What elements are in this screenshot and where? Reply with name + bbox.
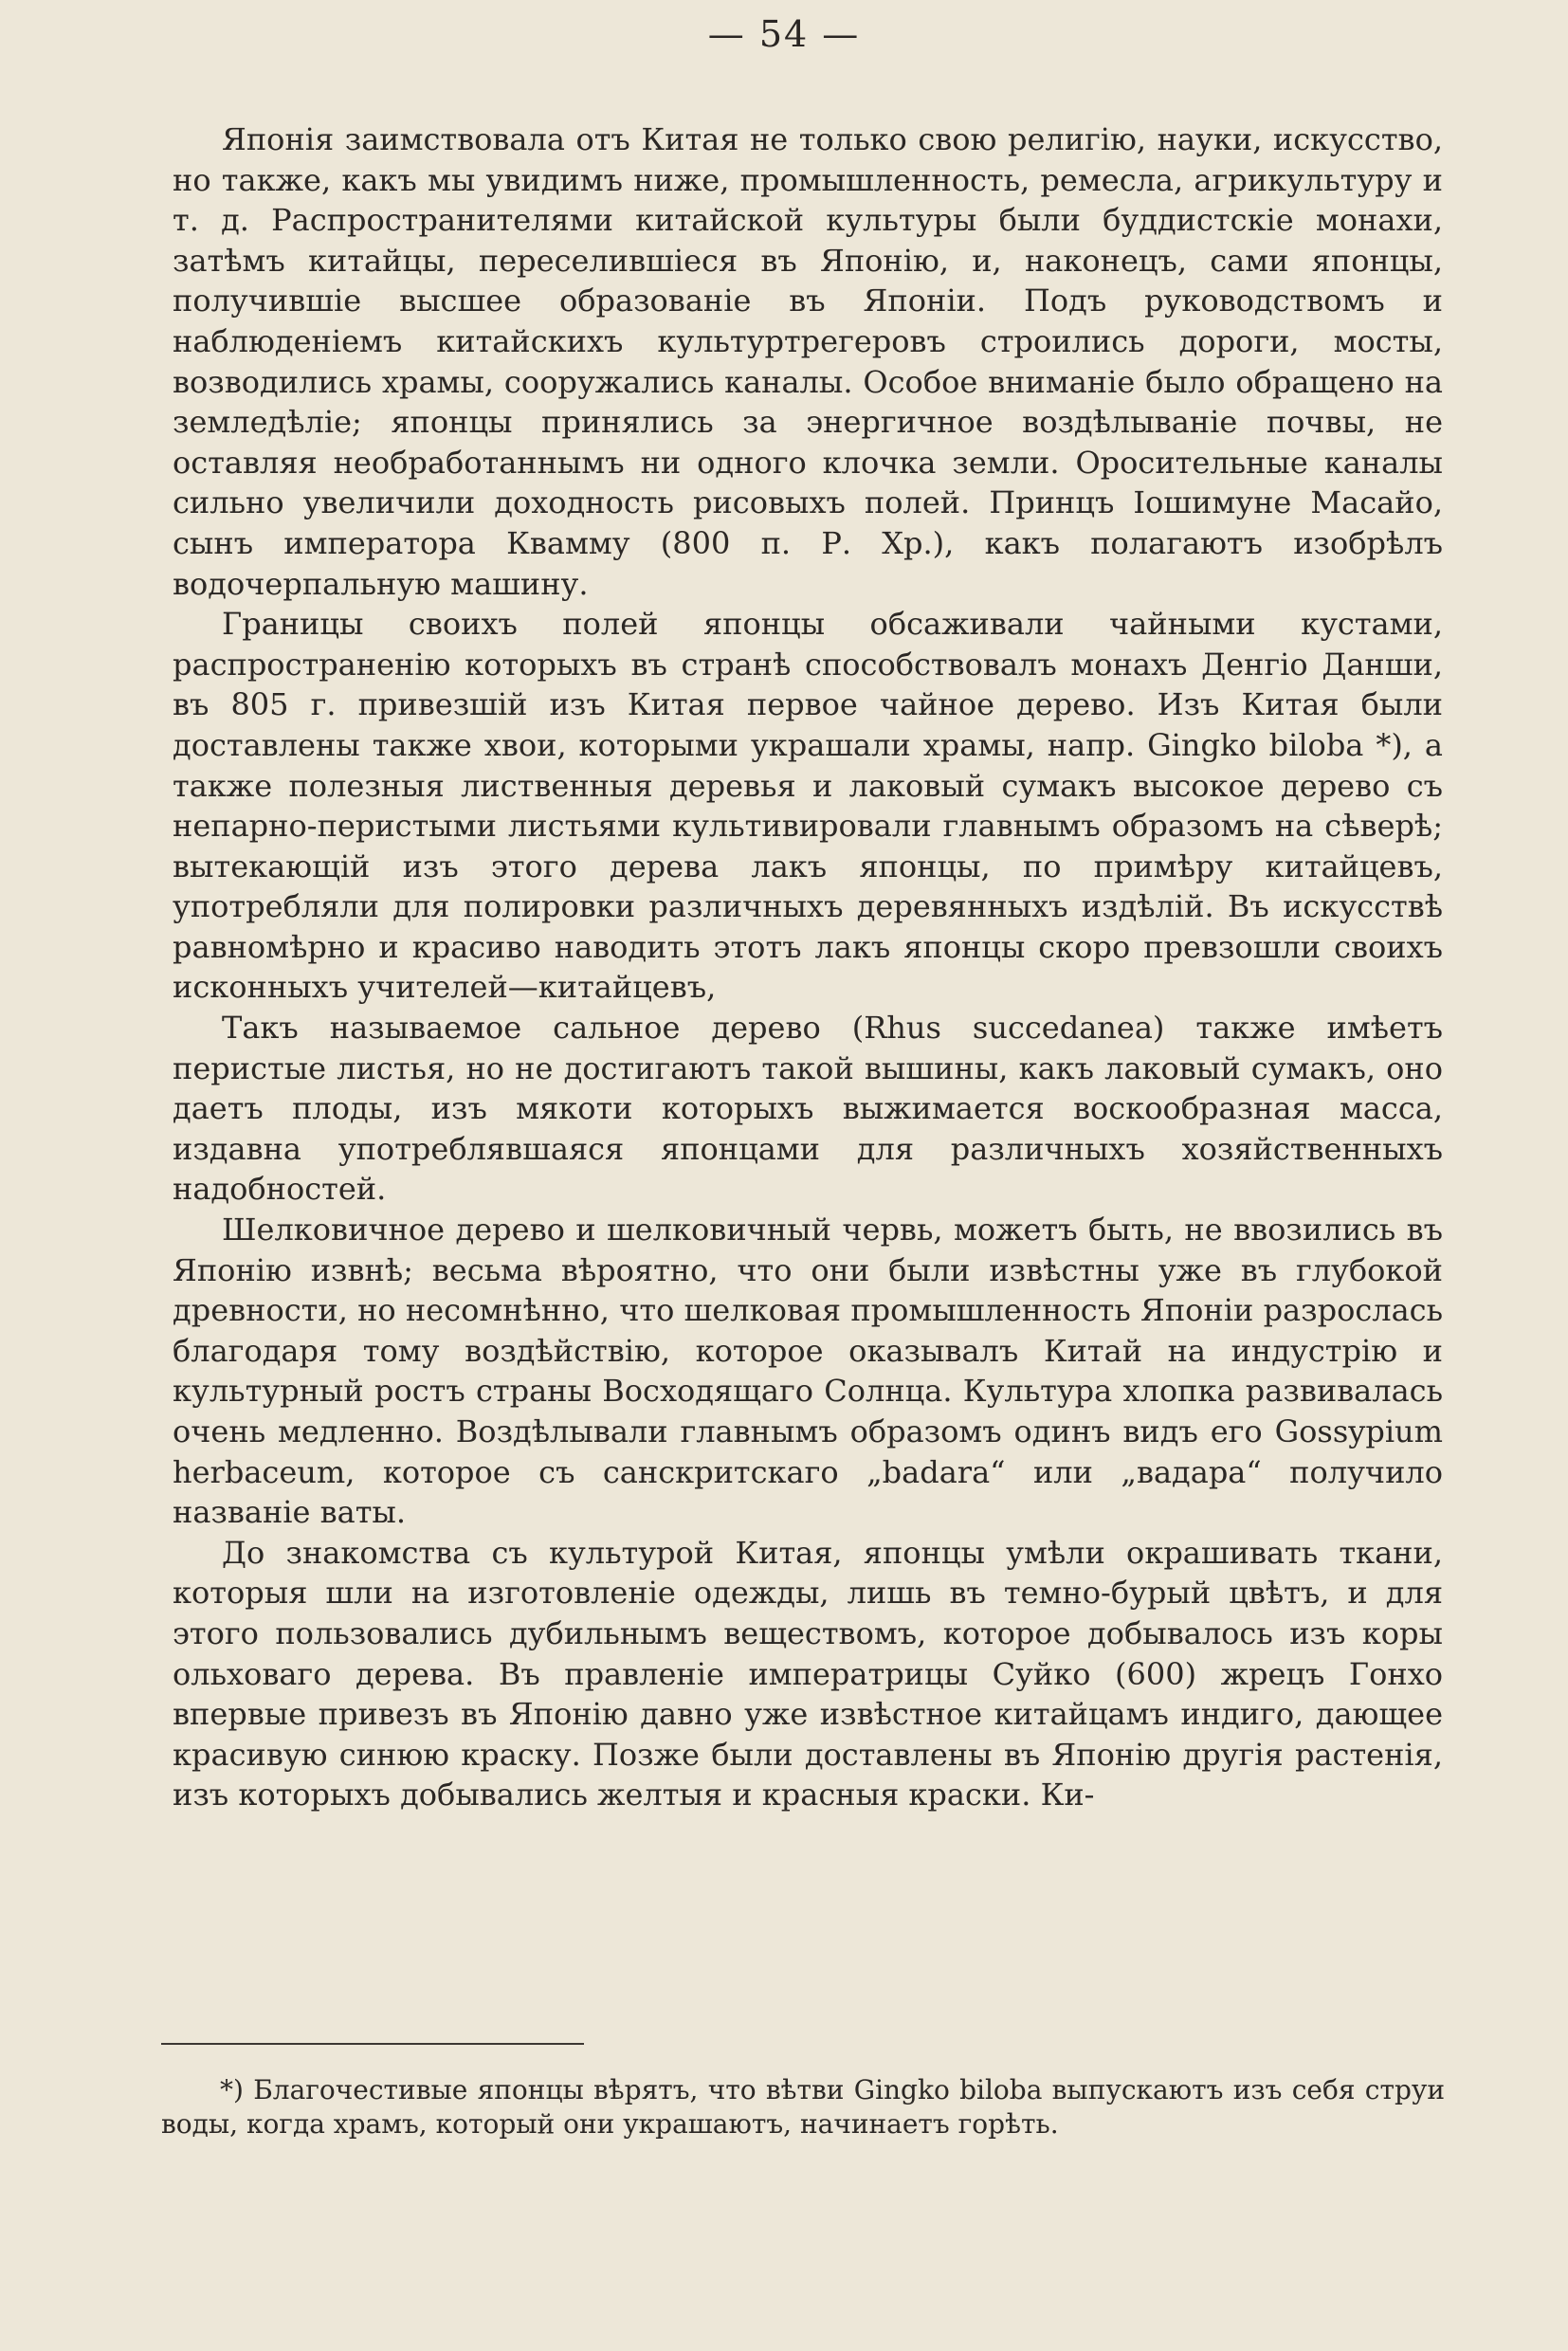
- page-body: [173, 119, 1443, 1815]
- paragraph-3: Такъ называемое сальное дерево (Rhus succedanea) также имѣетъ перистые листья, но не достигаютъ такой вышины, какъ лаковый сумакъ, оно даетъ плоды, изъ мякоти которыхъ выжимается воскообразная масса, издавна употреблявшаяся японцами для различныхъ хозяйственныхъ надобностей.: [173, 1010, 1443, 1208]
- page-number: — 54 —: [707, 13, 861, 55]
- paragraph-2: Границы своихъ полей японцы обсаживали чайными кустами, распространенію которыхъ въ странѣ способствовалъ монахъ Денгіо Данши, въ 805 г. привезшій изъ Китая первое чайное дерево. Изъ Китая были доставлены также хвои, которыми украшали храмы, напр. Gingko biloba *), а также полезныя лиственныя деревья и лаковый сумакъ высокое дерево съ непарно-перистыми листьями культивировали главнымъ образомъ на сѣверѣ; вытекающій изъ этого дерева лакъ японцы, по примѣру китайцевъ, употребляли для полировки различныхъ деревянныхъ издѣлій. Въ искусствѣ равномѣрно и красиво наводить этотъ лакъ японцы скоро превзошли своихъ исконныхъ учителей—китайцевъ,: [173, 606, 1443, 1006]
- paragraph-1: Японія заимствовала отъ Китая не только свою религію, науки, искусство, но также, какъ мы увидимъ ниже, промышленность, ремесла, агрикультуру и т. д. Распространителями китайской культуры были буддистскіе монахи, затѣмъ китайцы, переселившіеся въ Японію, и, наконецъ, сами японцы, получившіе высшее образованіе въ Японіи. Подъ руководствомъ и наблюденіемъ китайскихъ культуртрегеровъ строились дороги, мосты, возводились храмы, сооружались каналы. Особое вниманіе было обращено на земледѣліе; японцы принялись за энергичное воздѣлываніе почвы, не оставляя необработаннымъ ни одного клочка земли. Оросительные каналы сильно увеличили доходность рисовыхъ полей. Принцъ Іошимуне Масайо, сынъ императора Квамму (800 п. Р. Хр.), какъ полагаютъ изобрѣлъ водочерпальную машину.: [173, 121, 1443, 602]
- paragraph-5: До знакомства съ культурой Китая, японцы умѣли окрашивать ткани, которыя шли на изготовленіе одежды, лишь въ темно-бурый цвѣтъ, и для этого пользовались дубильнымъ веществомъ, которое добывалось изъ коры ольховаго дерева. Въ правленіе императрицы Суйко (600) жрецъ Гонхо впервые привезъ въ Японію давно уже извѣстное китайцамъ индиго, дающее красивую синюю краску. Позже были доставлены въ Японію другія растенія, изъ которыхъ добывались желтыя и красныя краски. Ки-: [173, 1534, 1443, 1813]
- footnote: *) Благочестивые японцы вѣрятъ, что вѣтви Gingko biloba выпускаютъ изъ себя струи воды, когда храмъ, который они украшаютъ, начинаетъ горѣть.: [161, 2074, 1445, 2140]
- footnote-divider: [161, 2043, 584, 2045]
- paragraph-4: Шелковичное дерево и шелковичный червь, можетъ быть, не ввозились въ Японію извнѣ; весьма вѣроятно, что они были извѣстны уже въ глубокой древности, но несомнѣнно, что шелковая промышленность Японіи разрослась благодаря тому воздѣйствію, которое оказывалъ Китай на индустрію и культурный ростъ страны Восходящаго Солнца. Культура хлопка развивалась очень медленно. Воздѣлывали главнымъ образомъ одинъ видъ его Gossypium herbaceum, которое съ санскритскаго „badara“ или „вадара“ получило названіе ваты.: [173, 1212, 1443, 1531]
